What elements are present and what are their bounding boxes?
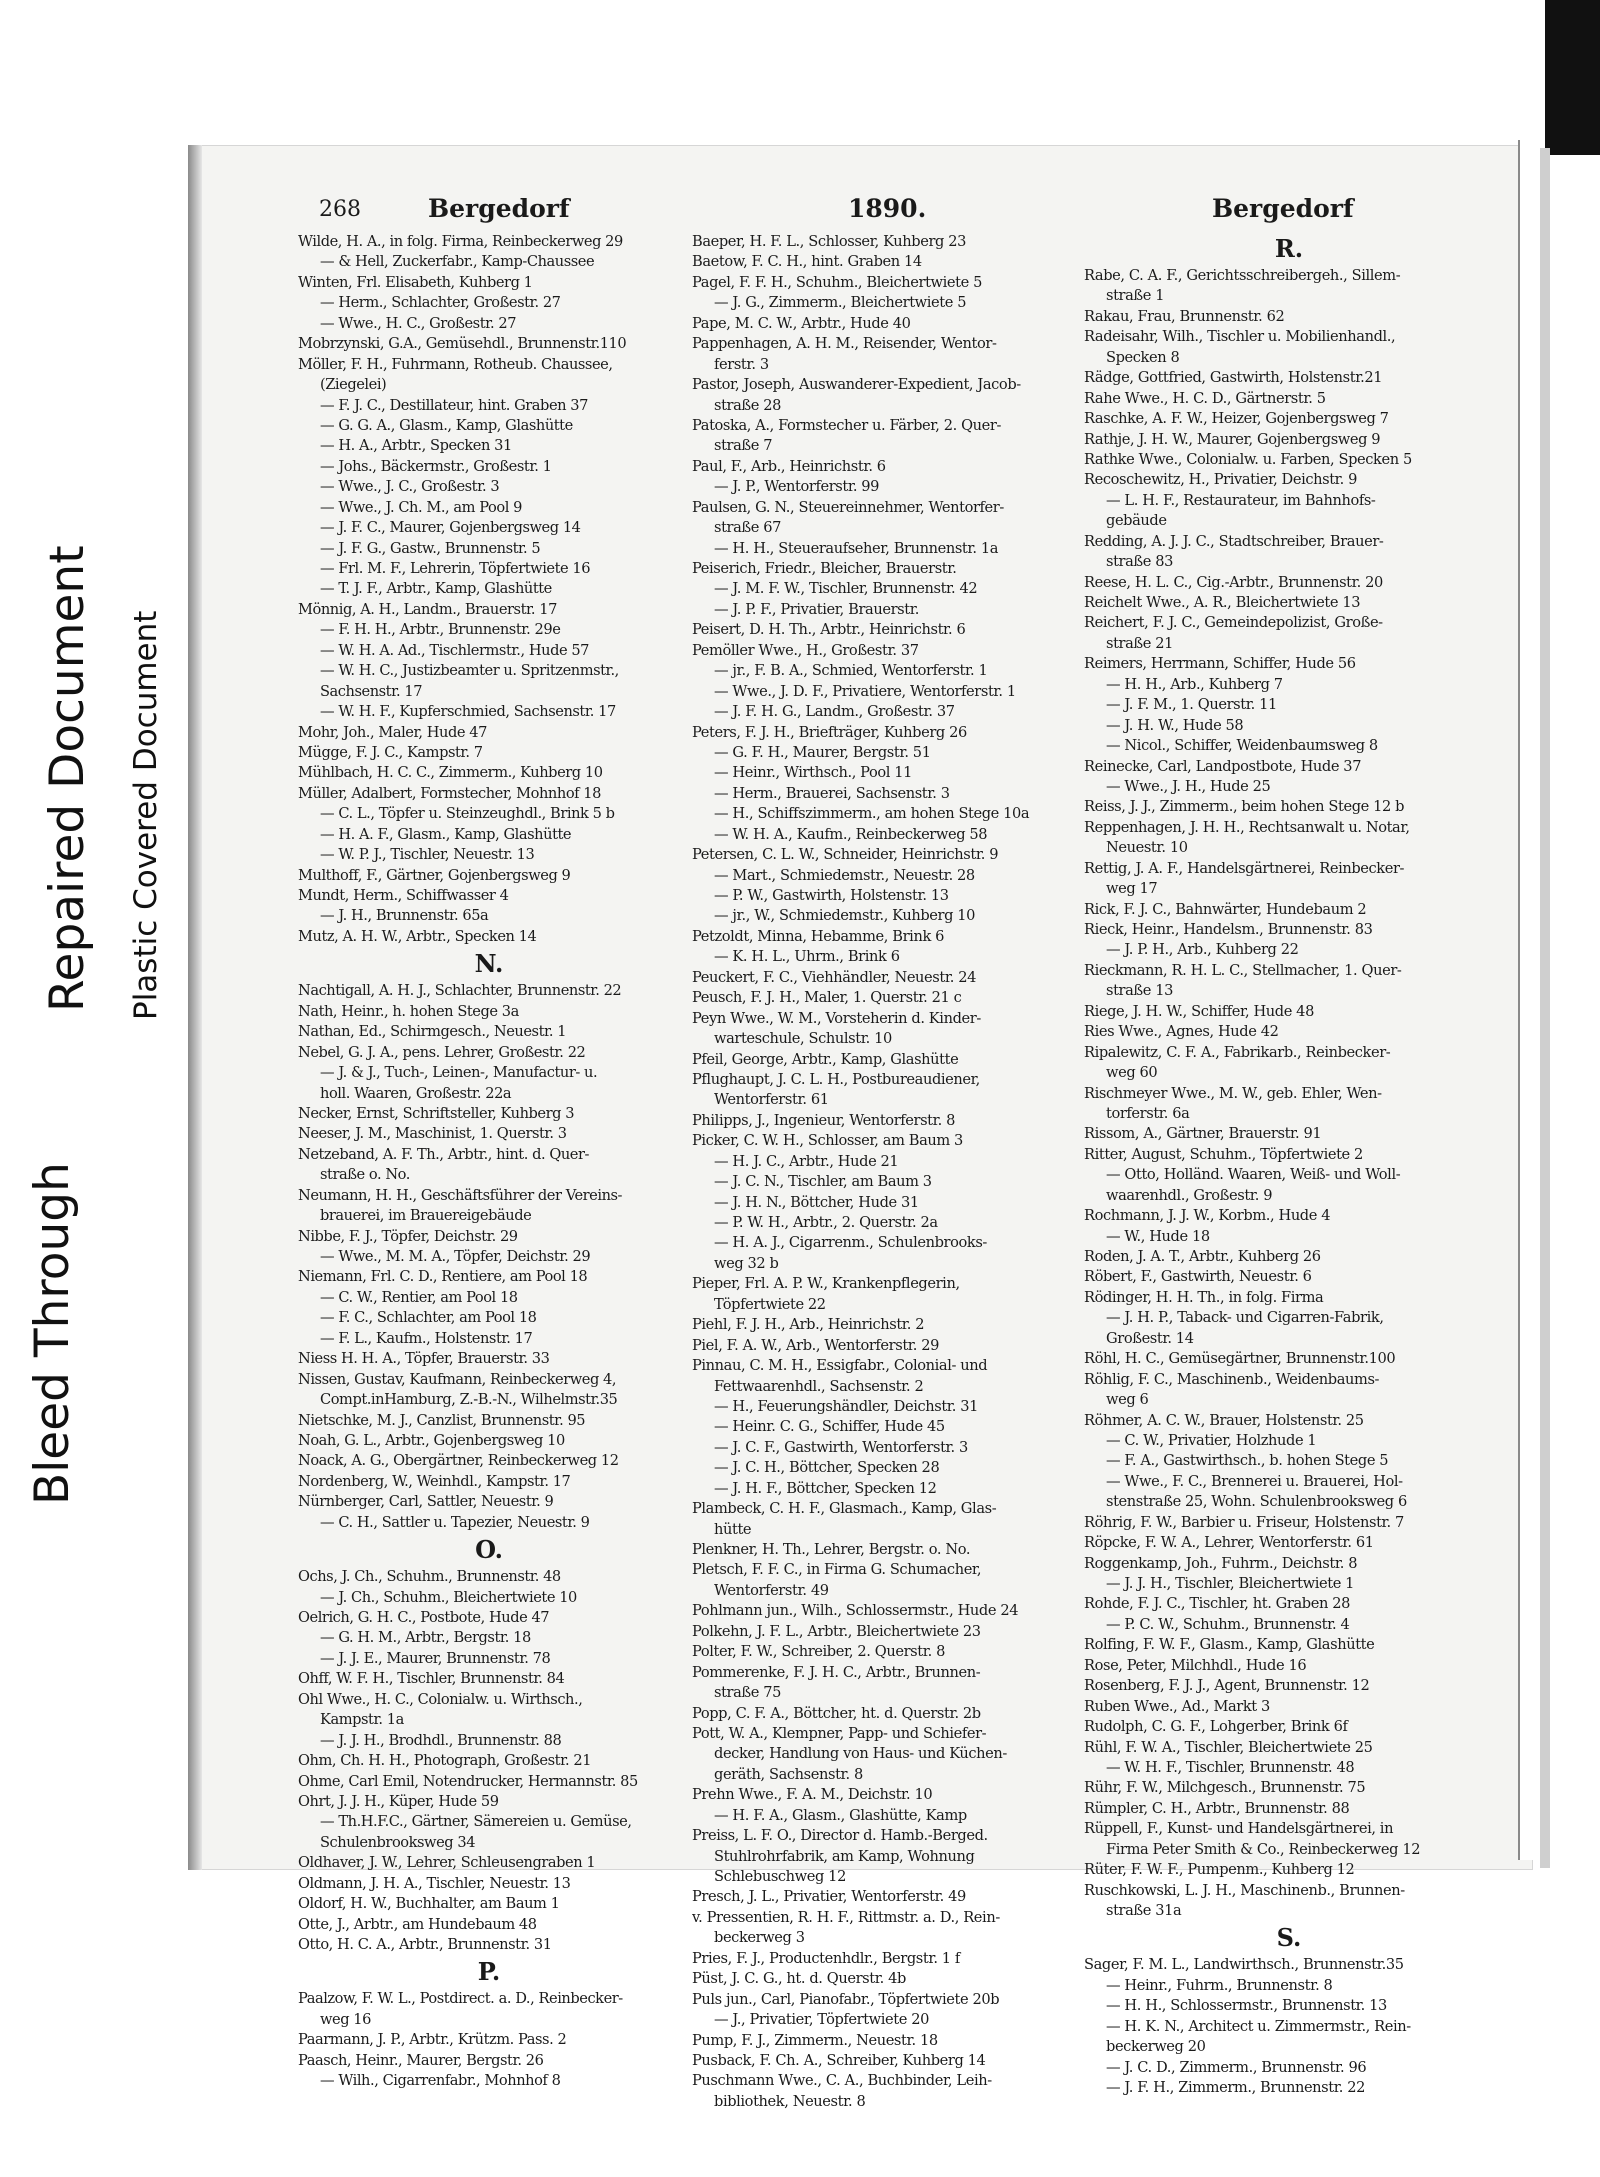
directory-entry: Neumann, H. H., Geschäftsführer der Vereins- (298, 1186, 623, 1204)
directory-entry: torferstr. 6a (1106, 1104, 1190, 1122)
directory-entry: Rahe Wwe., H. C. D., Gärtnerstr. 5 (1084, 389, 1326, 407)
directory-entry: Compt.inHamburg, Z.-B.-N., Wilhelmstr.35 (320, 1391, 618, 1409)
section-letter: N. (474, 949, 504, 979)
directory-entry: Wentorferstr. 49 (714, 1581, 829, 1599)
directory-entry: — Wwe., J. C., Großestr. 3 (320, 478, 500, 496)
directory-entry: Peters, F. J. H., Briefträger, Kuhberg 26 (692, 723, 967, 741)
directory-entry: Oldorf, H. W., Buchhalter, am Baum 1 (298, 1895, 560, 1913)
directory-entry: — F. J. C., Destillateur, hint. Graben 37 (320, 396, 588, 414)
directory-entry: weg 60 (1106, 1064, 1158, 1082)
directory-entry: Mügge, F. J. C., Kampstr. 7 (298, 743, 483, 761)
directory-entry: Nathan, Ed., Schirmgesch., Neuestr. 1 (298, 1023, 567, 1041)
directory-entry: — W. P. J., Tischler, Neuestr. 13 (320, 846, 535, 864)
directory-entry: Pieper, Frl. A. P. W., Krankenpflegerin, (692, 1275, 960, 1293)
directory-entry: — J. M. F. W., Tischler, Brunnenstr. 42 (714, 580, 978, 598)
directory-entry: — C. H., Sattler u. Tapezier, Neuestr. 9 (320, 1513, 590, 1531)
directory-entry: Rohde, F. J. C., Tischler, ht. Graben 28 (1084, 1595, 1350, 1613)
directory-entry: waarenhdl., Großestr. 9 (1106, 1186, 1273, 1204)
directory-entry: straße 31a (1106, 1902, 1182, 1919)
directory-entry: Popp, C. F. A., Böttcher, ht. d. Querstr. 2b (692, 1704, 981, 1722)
directory-entry: — F. L., Kaufm., Holstenstr. 17 (320, 1329, 533, 1347)
directory-entry: Pommerenke, F. J. H. C., Arbtr., Brunnen- (692, 1663, 981, 1681)
directory-entry: Peusch, F. J. H., Maler, 1. Querstr. 21 c (692, 989, 962, 1007)
directory-entry: brauerei, im Brauereigebäude (320, 1207, 532, 1225)
directory-entry: — & Hell, Zuckerfabr., Kamp-Chaussee (320, 253, 595, 271)
directory-entry: — C. W., Privatier, Holzhude 1 (1106, 1431, 1317, 1449)
directory-entry: straße 13 (1106, 982, 1174, 1000)
directory-entry: — J. H. P., Taback- und Cigarren-Fabrik, (1106, 1309, 1384, 1327)
directory-entry: Baetow, F. C. H., hint. Graben 14 (692, 253, 922, 271)
directory-entry: Rühr, F. W., Milchgesch., Brunnenstr. 75 (1084, 1779, 1366, 1797)
directory-entry: Ruben Wwe., Ad., Markt 3 (1084, 1697, 1270, 1715)
directory-entry: Rabe, C. A. F., Gerichtsschreibergeh., Sillem- (1084, 267, 1401, 284)
directory-entry: Raschke, A. F. W., Heizer, Gojenbergsweg 7 (1084, 410, 1389, 428)
directory-entry: — H. A. J., Cigarrenm., Schulenbrooks- (714, 1234, 987, 1252)
directory-entry: — P. C. W., Schuhm., Brunnenstr. 4 (1106, 1615, 1350, 1633)
directory-entry: Roggenkamp, Joh., Fuhrm., Deichstr. 8 (1084, 1554, 1358, 1572)
directory-entry: — G. H. M., Arbtr., Bergstr. 18 (320, 1629, 531, 1647)
directory-entry: Mönnig, A. H., Landm., Brauerstr. 17 (298, 600, 557, 618)
directory-entry: straße 67 (714, 519, 782, 537)
directory-entry: — J. P., Wentorferstr. 99 (714, 478, 880, 496)
directory-entry: Mundt, Herm., Schiffwasser 4 (298, 887, 509, 904)
directory-entry: — F. A., Gastwirthsch., b. hohen Stege 5 (1106, 1452, 1389, 1470)
directory-entry: gebäude (1106, 512, 1167, 530)
directory-entry: — Herm., Schlachter, Großestr. 27 (320, 294, 561, 312)
directory-entry: — J. H., Brunnenstr. 65a (320, 907, 489, 925)
directory-entry: warteschule, Schulstr. 10 (714, 1030, 892, 1048)
directory-entry: Roden, J. A. T., Arbtr., Kuhberg 26 (1084, 1248, 1321, 1265)
directory-entry: Peisert, D. H. Th., Arbtr., Heinrichstr. 6 (692, 621, 966, 639)
directory-entry: Mohr, Joh., Maler, Hude 47 (298, 723, 487, 741)
directory-entry: Kampstr. 1a (320, 1711, 404, 1729)
directory-entry: Sager, F. M. L., Landwirthsch., Brunnenstr.35 (1084, 1956, 1404, 1974)
directory-entry: — Wwe., M. M. A., Töpfer, Deichstr. 29 (320, 1248, 591, 1265)
directory-entry: straße 28 (714, 396, 782, 414)
directory-entry: Rümpler, C. H., Arbtr., Brunnenstr. 88 (1084, 1799, 1350, 1817)
directory-entry: Röhmer, A. C. W., Brauer, Holstenstr. 25 (1084, 1411, 1364, 1429)
directory-entry: Nissen, Gustav, Kaufmann, Reinbeckerweg 4, (298, 1370, 617, 1388)
directory-entry: Ohm, Ch. H. H., Photograph, Großestr. 21 (298, 1752, 592, 1770)
directory-entry: Stuhlrohrfabrik, am Kamp, Wohnung (714, 1847, 975, 1865)
directory-entry: Recoschewitz, H., Privatier, Deichstr. 9 (1084, 471, 1358, 489)
directory-entry: Reichelt Wwe., A. R., Bleichertwiete 13 (1084, 594, 1361, 611)
directory-entry: Pflughaupt, J. C. L. H., Postbureaudiener, (692, 1070, 980, 1088)
directory-entry: Rettig, J. A. F., Handelsgärtnerei, Reinbecker- (1084, 859, 1405, 877)
directory-entry: Rischmeyer Wwe., M. W., geb. Ehler, Wen- (1084, 1084, 1382, 1102)
directory-entry: Riege, J. H. W., Schiffer, Hude 48 (1084, 1002, 1314, 1020)
directory-entry: Reiss, J. J., Zimmerm., beim hohen Stege 12 b (1084, 798, 1405, 816)
directory-entry: Oldhaver, J. W., Lehrer, Schleusengraben 1 (298, 1854, 596, 1872)
directory-entry: Rose, Peter, Milchhdl., Hude 16 (1084, 1656, 1307, 1674)
directory-entry: — H. A., Arbtr., Specken 31 (320, 437, 512, 455)
directory-entry: — J. Ch., Schuhm., Bleichertwiete 10 (320, 1588, 577, 1606)
directory-entry: Petzoldt, Minna, Hebamme, Brink 6 (692, 927, 945, 945)
directory-entry: Schlebuschweg 12 (714, 1868, 846, 1885)
directory-entry: — W. H. A., Kaufm., Reinbeckerweg 58 (714, 825, 988, 843)
directory-entry: Paasch, Heinr., Maurer, Bergstr. 26 (298, 2051, 544, 2069)
directory-entry: Noack, A. G., Obergärtner, Reinbeckerweg 12 (298, 1452, 619, 1470)
directory-entry: straße 21 (1106, 634, 1174, 652)
directory-entry: — Heinr., Wirthsch., Pool 11 (714, 764, 913, 782)
directory-entry: Pape, M. C. W., Arbtr., Hude 40 (692, 314, 911, 332)
directory-entry: Petersen, C. L. W., Schneider, Heinrichstr. 9 (692, 846, 999, 864)
directory-entry: Rissom, A., Gärtner, Brauerstr. 91 (1084, 1125, 1322, 1143)
directory-entry: — W. H. F., Tischler, Brunnenstr. 48 (1106, 1758, 1355, 1776)
bleed-through-label: Bleed Through (25, 1162, 80, 1505)
directory-entry: Rolfing, F. W. F., Glasm., Kamp, Glashütte (1084, 1636, 1375, 1654)
directory-entry: Oldmann, J. H. A., Tischler, Neuestr. 13 (298, 1874, 571, 1892)
directory-entry: — J. J. H., Tischler, Bleichertwiete 1 (1106, 1575, 1355, 1592)
directory-entry: straße o. No. (320, 1166, 410, 1184)
directory-entry: Peyn Wwe., W. M., Vorsteherin d. Kinder- (692, 1009, 981, 1027)
directory-entry: Pagel, F. F. H., Schuhm., Bleichertwiete 5 (692, 273, 982, 291)
directory-entry: decker, Handlung von Haus- und Küchen- (714, 1745, 1007, 1763)
directory-entry: — K. H. L., Uhrm., Brink 6 (714, 948, 900, 966)
directory-entry: Töpfertwiete 22 (714, 1295, 826, 1313)
directory-entry: — J. & J., Tuch-, Leinen-, Manufactur- u. (320, 1064, 598, 1082)
directory-entry: Röhrig, F. W., Barbier u. Friseur, Holstenstr. 7 (1084, 1513, 1404, 1531)
directory-entry: — Wwe., J. D. F., Privatiere, Wentorferstr. 1 (714, 682, 1016, 700)
directory-entry: Noah, G. L., Arbtr., Gojenbergsweg 10 (298, 1431, 565, 1449)
directory-entry: Mutz, A. H. W., Arbtr., Specken 14 (298, 927, 537, 945)
directory-entry: Röhlig, F. C., Maschinenb., Weidenbaums- (1084, 1370, 1380, 1388)
directory-entry: — jr., W., Schmiedemstr., Kuhberg 10 (714, 907, 976, 925)
directory-entry: — Johs., Bäckermstr., Großestr. 1 (320, 457, 552, 475)
directory-entry: — W. H. F., Kupferschmied, Sachsenstr. 17 (320, 703, 616, 721)
directory-entry: holl. Waaren, Großestr. 22a (320, 1084, 512, 1102)
directory-entry: Ries Wwe., Agnes, Hude 42 (1084, 1023, 1279, 1041)
directory-entry: Möller, F. H., Fuhrmann, Rotheub. Chaussee, (298, 355, 613, 373)
directory-entry: — jr., F. B. A., Schmied, Wentorferstr. 1 (714, 662, 988, 680)
directory-column-2 (692, 232, 1088, 2112)
section-letter: P. (477, 1957, 501, 1987)
directory-entry: Piel, F. A. W., Arb., Wentorferstr. 29 (692, 1336, 940, 1354)
directory-entry: — J. C. D., Zimmerm., Brunnenstr. 96 (1106, 2058, 1367, 2076)
directory-entry: Prehn Wwe., F. A. M., Deichstr. 10 (692, 1786, 933, 1804)
directory-entry: — H., Schiffszimmerm., am hohen Stege 10a (714, 805, 1030, 823)
directory-entry: Rüppell, F., Kunst- und Handelsgärtnerei, in (1084, 1820, 1394, 1838)
directory-entry: Reinecke, Carl, Landpostbote, Hude 37 (1084, 757, 1362, 775)
directory-entry: Radeisahr, Wilh., Tischler u. Mobilienhandl., (1084, 328, 1396, 346)
directory-entry: — J. P. H., Arb., Kuhberg 22 (1106, 941, 1299, 959)
directory-entry: Redding, A. J. J. C., Stadtschreiber, Brauer- (1084, 532, 1384, 550)
directory-entry: straße 1 (1106, 287, 1165, 305)
directory-entry: straße 83 (1106, 553, 1174, 571)
directory-entry: Rathke Wwe., Colonialw. u. Farben, Specken 5 (1084, 450, 1412, 468)
directory-entry: Paalzow, F. W. L., Postdirect. a. D., Reinbecker- (298, 1990, 623, 2008)
directory-entry: — J. F. H. G., Landm., Großestr. 37 (714, 703, 955, 721)
directory-entry: — P. W. H., Arbtr., 2. Querstr. 2a (714, 1214, 938, 1231)
directory-entry: Fettwaarenhdl., Sachsenstr. 2 (714, 1377, 924, 1395)
directory-entry: Wilde, H. A., in folg. Firma, Reinbeckerweg 29 (298, 233, 623, 250)
directory-entry: beckerweg 20 (1106, 2038, 1206, 2056)
directory-entry: — Wilh., Cigarrenfabr., Mohnhof 8 (320, 2072, 561, 2090)
directory-entry: Mühlbach, H. C. C., Zimmerm., Kuhberg 10 (298, 764, 603, 782)
directory-entry: Plenkner, H. Th., Lehrer, Bergstr. o. No. (692, 1541, 971, 1558)
page-title-right: Bergedorf (1212, 194, 1354, 223)
directory-entry: weg 32 b (714, 1254, 779, 1272)
directory-entry: Pfeil, George, Arbtr., Kamp, Glashütte (692, 1050, 959, 1068)
scan-left-edge (188, 145, 202, 1870)
directory-entry: straße 7 (714, 437, 773, 455)
directory-entry: — Mart., Schmiedemstr., Neuestr. 28 (714, 866, 975, 884)
directory-entry: — G. F. H., Maurer, Bergstr. 51 (714, 743, 931, 761)
directory-entry: Specken 8 (1106, 348, 1180, 366)
directory-entry: Ohl Wwe., H. C., Colonialw. u. Wirthsch., (298, 1690, 583, 1708)
directory-entry: — H. F. A., Glasm., Glashütte, Kamp (714, 1806, 967, 1824)
directory-entry: Rühl, F. W. A., Tischler, Bleichertwiete 25 (1084, 1738, 1373, 1756)
directory-entry: Paarmann, J. P., Arbtr., Krützm. Pass. 2 (298, 2031, 567, 2049)
directory-entry: Sachsenstr. 17 (320, 682, 423, 700)
directory-entry: — Otto, Holländ. Waaren, Weiß- und Woll- (1106, 1166, 1401, 1184)
directory-entry: Reppenhagen, J. H. H., Rechtsanwalt u. Notar, (1084, 818, 1410, 836)
directory-entry: — H. J. C., Arbtr., Hude 21 (714, 1152, 899, 1170)
page-number: 268 (319, 197, 361, 222)
directory-entry: Otte, J., Arbtr., am Hundebaum 48 (298, 1915, 537, 1933)
directory-entry: Pemöller Wwe., H., Großestr. 37 (692, 641, 919, 659)
directory-entry: Baeper, H. F. L., Schlosser, Kuhberg 23 (692, 233, 967, 250)
directory-entry: — H., Feuerungshändler, Deichstr. 31 (714, 1397, 979, 1415)
directory-entry: v. Pressentien, R. H. F., Rittmstr. a. D., Rein- (692, 1908, 1000, 1926)
directory-entry: Polter, F. W., Schreiber, 2. Querstr. 8 (692, 1643, 946, 1661)
directory-entry: — J. H. N., Böttcher, Hude 31 (714, 1193, 919, 1211)
directory-entry: — J. J. E., Maurer, Brunnenstr. 78 (320, 1649, 551, 1667)
directory-entry: Ohme, Carl Emil, Notendrucker, Hermannstr. 85 (298, 1772, 638, 1790)
directory-entry: Wentorferstr. 61 (714, 1091, 829, 1109)
directory-entry: Picker, C. W. H., Schlosser, am Baum 3 (692, 1132, 963, 1150)
page-title-left: Bergedorf (428, 194, 570, 223)
directory-entry: Rochmann, J. J. W., Korbm., Hude 4 (1084, 1207, 1331, 1225)
directory-entry: Otto, H. C. A., Arbtr., Brunnenstr. 31 (298, 1936, 552, 1953)
repaired-document-label: Repaired Document (40, 545, 95, 1012)
directory-entry: geräth, Sachsenstr. 8 (714, 1765, 863, 1783)
directory-entry: Nath, Heinr., h. hohen Stege 3a (298, 1002, 519, 1020)
directory-entry: — T. J. F., Arbtr., Kamp, Glashütte (320, 580, 552, 598)
directory-entry: — Frl. M. F., Lehrerin, Töpfertwiete 16 (320, 560, 591, 577)
black-edge-strip (1545, 0, 1600, 155)
directory-entry: — J. C. H., Böttcher, Specken 28 (714, 1459, 940, 1477)
directory-entry: Paulsen, G. N., Steuereinnehmer, Wentorfer- (692, 498, 1004, 516)
directory-entry: — J. F. H., Zimmerm., Brunnenstr. 22 (1106, 2079, 1365, 2097)
directory-column-3 (1084, 232, 1494, 2099)
directory-entry: Nürnberger, Carl, Sattler, Neuestr. 9 (298, 1493, 554, 1511)
directory-entry: Rieck, Heinr., Handelsm., Brunnenstr. 83 (1084, 921, 1373, 938)
directory-entry: — J. J. H., Brodhdl., Brunnenstr. 88 (320, 1731, 562, 1749)
directory-entry: weg 17 (1106, 880, 1158, 898)
directory-entry: Pohlmann jun., Wilh., Schlossermstr., Hude 24 (692, 1602, 1019, 1620)
directory-entry: Niemann, Frl. C. D., Rentiere, am Pool 18 (298, 1268, 588, 1286)
directory-entry: — F. H. H., Arbtr., Brunnenstr. 29e (320, 621, 561, 639)
scan-right-shadow (1540, 148, 1550, 1868)
directory-entry: Müller, Adalbert, Formstecher, Mohnhof 18 (298, 784, 601, 802)
directory-entry: Multhoff, F., Gärtner, Gojenbergsweg 9 (298, 866, 571, 884)
directory-entry: Ohff, W. F. H., Tischler, Brunnenstr. 84 (298, 1670, 565, 1688)
directory-entry: Reichert, F. J. C., Gemeindepolizist, Große- (1084, 614, 1383, 632)
directory-entry: Peiserich, Friedr., Bleicher, Brauerstr. (692, 560, 957, 577)
directory-entry: Reimers, Herrmann, Schiffer, Hude 56 (1084, 655, 1356, 673)
directory-entry: Polkehn, J. F. L., Arbtr., Bleichertwiete 23 (692, 1622, 981, 1640)
directory-entry: Nachtigall, A. H. J., Schlachter, Brunnenstr. 22 (298, 982, 622, 1000)
directory-entry: — H. H., Arb., Kuhberg 7 (1106, 675, 1283, 693)
directory-entry: Rakau, Frau, Brunnenstr. 62 (1084, 307, 1285, 325)
directory-entry: Peuckert, F. C., Viehhändler, Neuestr. 24 (692, 968, 977, 986)
directory-entry: Röpcke, F. W. A., Lehrer, Wentorferstr. 61 (1084, 1534, 1374, 1552)
directory-entry: Preiss, L. F. O., Director d. Hamb.-Berged. (692, 1827, 988, 1845)
directory-entry: — Nicol., Schiffer, Weidenbaumsweg 8 (1106, 737, 1378, 755)
directory-entry: Niess H. H. A., Töpfer, Brauerstr. 33 (298, 1350, 550, 1368)
directory-entry: Netzeband, A. F. Th., Arbtr., hint. d. Quer- (298, 1145, 589, 1163)
directory-entry: — J. H. W., Hude 58 (1106, 716, 1244, 734)
directory-entry: Philipps, J., Ingenieur, Wentorferstr. 8 (692, 1111, 955, 1129)
directory-entry: Rosenberg, F. J. J., Agent, Brunnenstr. 12 (1084, 1677, 1370, 1695)
directory-entry: — H. K. N., Architect u. Zimmermstr., Rein- (1106, 2017, 1411, 2035)
directory-entry: Nordenberg, W., Weinhdl., Kampstr. 17 (298, 1472, 571, 1490)
section-letter: S. (1276, 1923, 1302, 1953)
page-year: 1890. (848, 194, 927, 223)
directory-entry: Ripalewitz, C. F. A., Fabrikarb., Reinbecker- (1084, 1043, 1391, 1061)
directory-entry: Rick, F. J. C., Bahnwärter, Hundebaum 2 (1084, 900, 1367, 918)
directory-entry: Rödinger, H. H. Th., in folg. Firma (1084, 1288, 1324, 1306)
directory-entry: Rädge, Gottfried, Gastwirth, Holstenstr.21 (1084, 369, 1383, 387)
directory-entry: — Wwe., F. C., Brennerei u. Brauerei, Hol- (1106, 1472, 1403, 1490)
directory-entry: Reese, H. L. C., Cig.-Arbtr., Brunnenstr. 20 (1084, 573, 1383, 591)
directory-entry: Pastor, Joseph, Auswanderer-Expedient, Jacob- (692, 376, 1021, 394)
directory-entry: Pott, W. A., Klempner, Papp- und Schiefer- (692, 1724, 987, 1742)
directory-entry: Püst, J. C. G., ht. d. Querstr. 4b (692, 1970, 906, 1988)
directory-entry: Plambeck, C. H. F., Glasmach., Kamp, Glas- (692, 1500, 997, 1518)
directory-entry: — H. A. F., Glasm., Kamp, Glashütte (320, 825, 572, 843)
directory-entry: ferstr. 3 (714, 355, 769, 373)
directory-entry: Patoska, A., Formstecher u. Färber, 2. Quer- (692, 416, 1002, 434)
directory-entry: Großestr. 14 (1106, 1329, 1194, 1347)
directory-entry: Firma Peter Smith & Co., Reinbeckerweg 12 (1106, 1840, 1421, 1858)
directory-entry: straße 75 (714, 1684, 782, 1702)
directory-entry: Röbert, F., Gastwirth, Neuestr. 6 (1084, 1268, 1312, 1286)
directory-entry: — H. H., Schlossermstr., Brunnenstr. 13 (1106, 1997, 1387, 2015)
directory-column-1 (298, 232, 680, 2092)
directory-entry: Oelrich, G. H. C., Postbote, Hude 47 (298, 1609, 550, 1626)
directory-entry: beckerweg 3 (714, 1929, 805, 1947)
directory-entry: bibliothek, Neuestr. 8 (714, 2092, 866, 2110)
directory-entry: Mobrzynski, G.A., Gemüsehdl., Brunnenstr.110 (298, 335, 627, 353)
directory-entry: Ohrt, J. J. H., Küper, Hude 59 (298, 1792, 499, 1810)
directory-entry: Winten, Frl. Elisabeth, Kuhberg 1 (298, 273, 533, 291)
directory-entry: — Wwe., J. Ch. M., am Pool 9 (320, 498, 522, 516)
directory-entry: — J. C. N., Tischler, am Baum 3 (714, 1173, 932, 1191)
directory-entry: Neuestr. 10 (1106, 839, 1188, 857)
directory-entry: weg 6 (1106, 1391, 1149, 1409)
directory-entry: Ruschkowski, L. J. H., Maschinenb., Brunnen- (1084, 1881, 1405, 1899)
directory-entry: Röhl, H. C., Gemüsegärtner, Brunnenstr.100 (1084, 1350, 1396, 1368)
plastic-covered-label: Plastic Covered Document (128, 610, 164, 1020)
directory-entry: Neeser, J. M., Maschinist, 1. Querstr. 3 (298, 1125, 567, 1143)
directory-entry: Puls jun., Carl, Pianofabr., Töpfertwiete 20b (692, 1990, 1000, 2008)
scan-right-margin (1518, 140, 1542, 1860)
directory-entry: Nibbe, F. J., Töpfer, Deichstr. 29 (298, 1227, 518, 1245)
directory-entry: Nietschke, M. J., Canzlist, Brunnenstr. 95 (298, 1411, 586, 1429)
directory-entry: Puschmann Wwe., C. A., Buchbinder, Leih- (692, 2072, 992, 2090)
directory-entry: — G. G. A., Glasm., Kamp, Glashütte (320, 416, 573, 434)
directory-entry: Nebel, G. J. A., pens. Lehrer, Großestr. 22 (298, 1043, 586, 1061)
directory-entry: — J., Privatier, Töpfertwiete 20 (714, 2011, 929, 2029)
directory-entry: Pletsch, F. F. C., in Firma G. Schumacher, (692, 1561, 982, 1579)
section-letter: O. (475, 1535, 503, 1565)
directory-entry: — J. H. F., Böttcher, Specken 12 (714, 1479, 937, 1497)
directory-entry: Paul, F., Arb., Heinrichstr. 6 (692, 457, 886, 475)
directory-entry: Schulenbrooksweg 34 (320, 1833, 476, 1851)
directory-entry: — J. G., Zimmerm., Bleichertwiete 5 (714, 294, 967, 312)
directory-entry: — Heinr., Fuhrm., Brunnenstr. 8 (1106, 1976, 1333, 1994)
directory-entry: Ochs, J. Ch., Schuhm., Brunnenstr. 48 (298, 1568, 561, 1586)
directory-entry: Rieckmann, R. H. L. C., Stellmacher, 1. Quer- (1084, 961, 1402, 979)
directory-entry: — J. P. F., Privatier, Brauerstr. (714, 600, 919, 618)
directory-entry: — W. H. A. Ad., Tischlermstr., Hude 57 (320, 641, 590, 659)
directory-entry: — Heinr. C. G., Schiffer, Hude 45 (714, 1418, 945, 1436)
directory-entry: — Herm., Brauerei, Sachsenstr. 3 (714, 784, 950, 802)
directory-entry: — J. C. F., Gastwirth, Wentorferstr. 3 (714, 1438, 968, 1456)
directory-entry: — C. W., Rentier, am Pool 18 (320, 1288, 518, 1306)
directory-entry: Rudolph, C. G. F., Lohgerber, Brink 6f (1084, 1718, 1348, 1736)
directory-entry: — H. H., Steueraufseher, Brunnenstr. 1a (714, 539, 999, 557)
directory-entry: Pump, F. J., Zimmerm., Neuestr. 18 (692, 2031, 938, 2049)
directory-entry: — J. F. M., 1. Querstr. 11 (1106, 696, 1277, 714)
directory-entry: — L. H. F., Restaurateur, im Bahnhofs- (1106, 491, 1376, 509)
directory-entry: stenstraße 25, Wohn. Schulenbrooksweg 6 (1106, 1493, 1407, 1511)
directory-entry: Ritter, August, Schuhm., Töpfertwiete 2 (1084, 1145, 1363, 1163)
directory-entry: — F. C., Schlachter, am Pool 18 (320, 1309, 537, 1327)
directory-entry: Presch, J. L., Privatier, Wentorferstr. 49 (692, 1888, 966, 1906)
directory-entry: Pappenhagen, A. H. M., Reisender, Wentor- (692, 335, 997, 353)
section-letter: R. (1274, 234, 1304, 263)
directory-entry: — J. F. C., Maurer, Gojenbergsweg 14 (320, 519, 581, 537)
directory-entry: Rathje, J. H. W., Maurer, Gojenbergsweg 9 (1084, 430, 1381, 448)
directory-entry: — P. W., Gastwirth, Holstenstr. 13 (714, 887, 949, 904)
directory-entry: — Th.H.F.C., Gärtner, Sämereien u. Gemüse, (320, 1813, 632, 1831)
directory-entry: Pusback, F. Ch. A., Schreiber, Kuhberg 14 (692, 2051, 986, 2069)
directory-entry: — W., Hude 18 (1106, 1227, 1210, 1245)
directory-entry: — C. L., Töpfer u. Steinzeughdl., Brink 5 b (320, 805, 615, 823)
directory-entry: (Ziegelei) (320, 376, 387, 394)
directory-entry: — Wwe., J. H., Hude 25 (1106, 777, 1271, 795)
directory-entry: — Wwe., H. C., Großestr. 27 (320, 314, 517, 332)
directory-entry: Pries, F. J., Productenhdlr., Bergstr. 1 f (692, 1949, 960, 1967)
directory-entry: Necker, Ernst, Schriftsteller, Kuhberg 3 (298, 1104, 575, 1122)
directory-entry: hütte (714, 1520, 752, 1538)
directory-entry: — J. F. G., Gastw., Brunnenstr. 5 (320, 539, 541, 557)
directory-entry: weg 16 (320, 2010, 371, 2028)
directory-entry: Piehl, F. J. H., Arb., Heinrichstr. 2 (692, 1316, 925, 1334)
directory-entry: Pinnau, C. M. H., Essigfabr., Colonial- und (692, 1357, 988, 1375)
directory-entry: — W. H. C., Justizbeamter u. Spritzenmstr., (320, 662, 619, 680)
directory-entry: Rüter, F. W. F., Pumpenm., Kuhberg 12 (1084, 1861, 1355, 1879)
